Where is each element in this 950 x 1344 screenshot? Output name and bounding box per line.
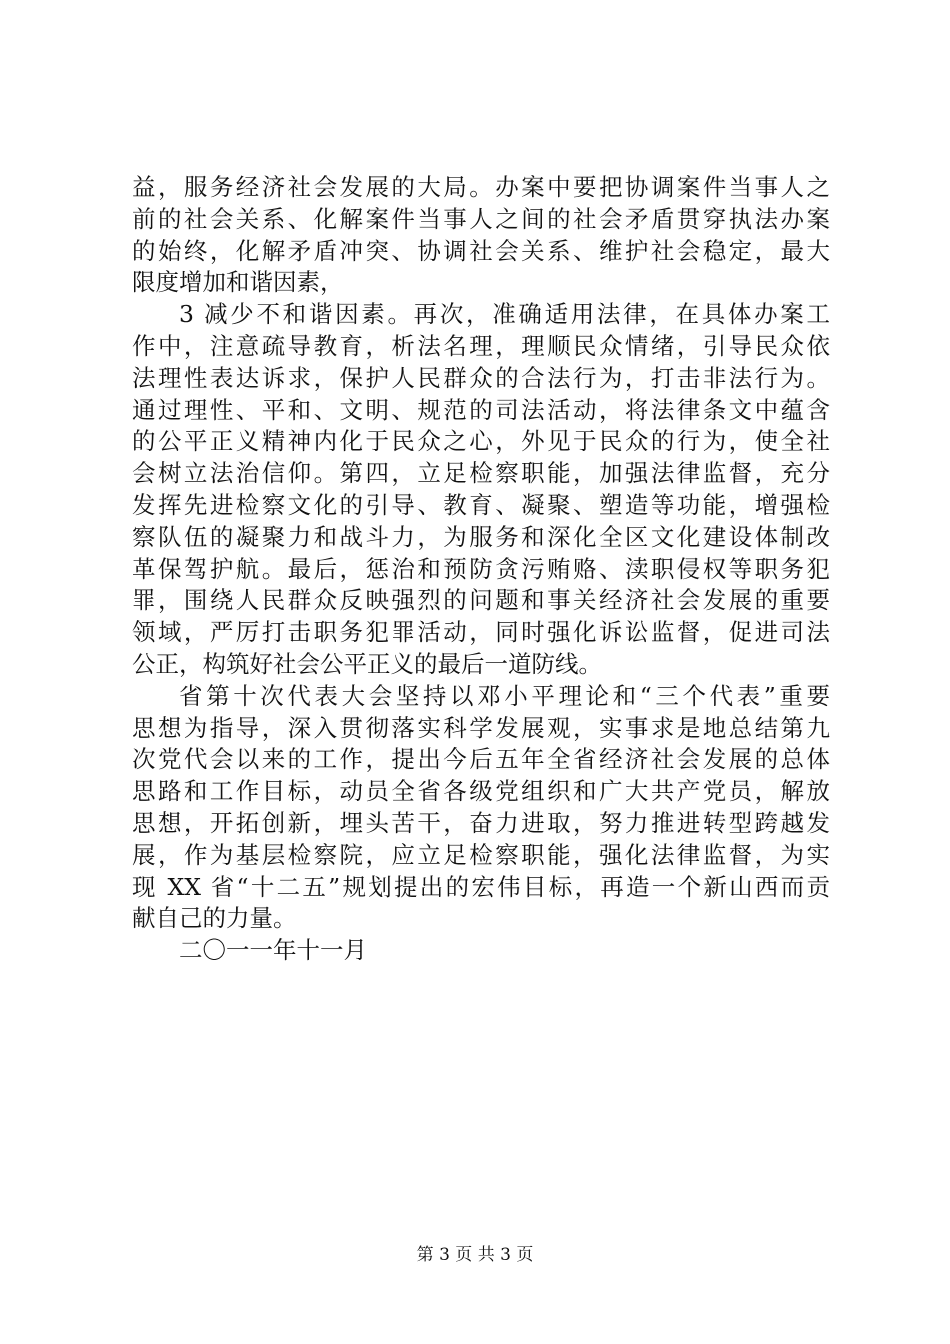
- text-line: 次党代会以来的工作，提出今后五年全省经济社会发展的总体: [132, 745, 830, 774]
- text-line: 省第十次代表大会坚持以邓小平理论和“三个代表”重要: [179, 681, 830, 710]
- document-date: 二〇一一年十一月: [179, 936, 367, 965]
- text-line: 法理性表达诉求，保护人民群众的合法行为，打击非法行为。: [132, 363, 830, 392]
- text-line: 展，作为基层检察院，应立足检察职能，强化法律监督，为实: [132, 840, 830, 869]
- text-line: 革保驾护航。最后，惩治和预防贪污贿赂、渎职侵权等职务犯: [132, 554, 830, 583]
- text-line: 现 XX 省“十二五”规划提出的宏伟目标，再造一个新山西而贡: [132, 872, 830, 901]
- text-line: 的始终，化解矛盾冲突、协调社会关系、维护社会稳定，最大: [132, 236, 830, 265]
- text-line: 公正，构筑好社会公平正义的最后一道防线。: [132, 649, 602, 678]
- text-line: 思想，开拓创新，埋头苦干，奋力进取，努力推进转型跨越发: [132, 808, 830, 837]
- text-line: 会树立法治信仰。第四，立足检察职能，加强法律监督，充分: [132, 459, 830, 488]
- text-line: 思想为指导，深入贯彻落实科学发展观，实事求是地总结第九: [132, 713, 830, 742]
- text-line: 作中，注意疏导教育，析法名理，理顺民众情绪，引导民众依: [132, 331, 830, 360]
- text-line: 的公平正义精神内化于民众之心，外见于民众的行为，使全社: [132, 427, 830, 456]
- text-line: 思路和工作目标，动员全省各级党组织和广大共产党员，解放: [132, 777, 830, 806]
- page-footer: 第 3 页 共 3 页: [416, 1245, 534, 1265]
- text-line: 领域，严厉打击职务犯罪活动，同时强化诉讼监督，促进司法: [132, 618, 830, 647]
- document-body: [132, 172, 830, 967]
- text-line: 3 减少不和谐因素。再次，准确适用法律，在具体办案工: [179, 300, 830, 329]
- text-line: 察队伍的凝聚力和战斗力，为服务和深化全区文化建设体制改: [132, 522, 830, 551]
- text-line: 限度增加和谐因素，: [132, 268, 344, 297]
- text-line: 献自己的力量。: [132, 904, 297, 933]
- text-line: 益，服务经济社会发展的大局。办案中要把协调案件当事人之: [132, 173, 830, 201]
- text-line: 罪，围绕人民群众反映强烈的问题和事关经济社会发展的重要: [132, 586, 830, 615]
- text-line: 通过理性、平和、文明、规范的司法活动，将法律条文中蕴含: [132, 395, 830, 424]
- text-line: 发挥先进检察文化的引导、教育、凝聚、塑造等功能，增强检: [132, 490, 830, 519]
- text-line: 前的社会关系、化解案件当事人之间的社会矛盾贯穿执法办案: [132, 204, 830, 233]
